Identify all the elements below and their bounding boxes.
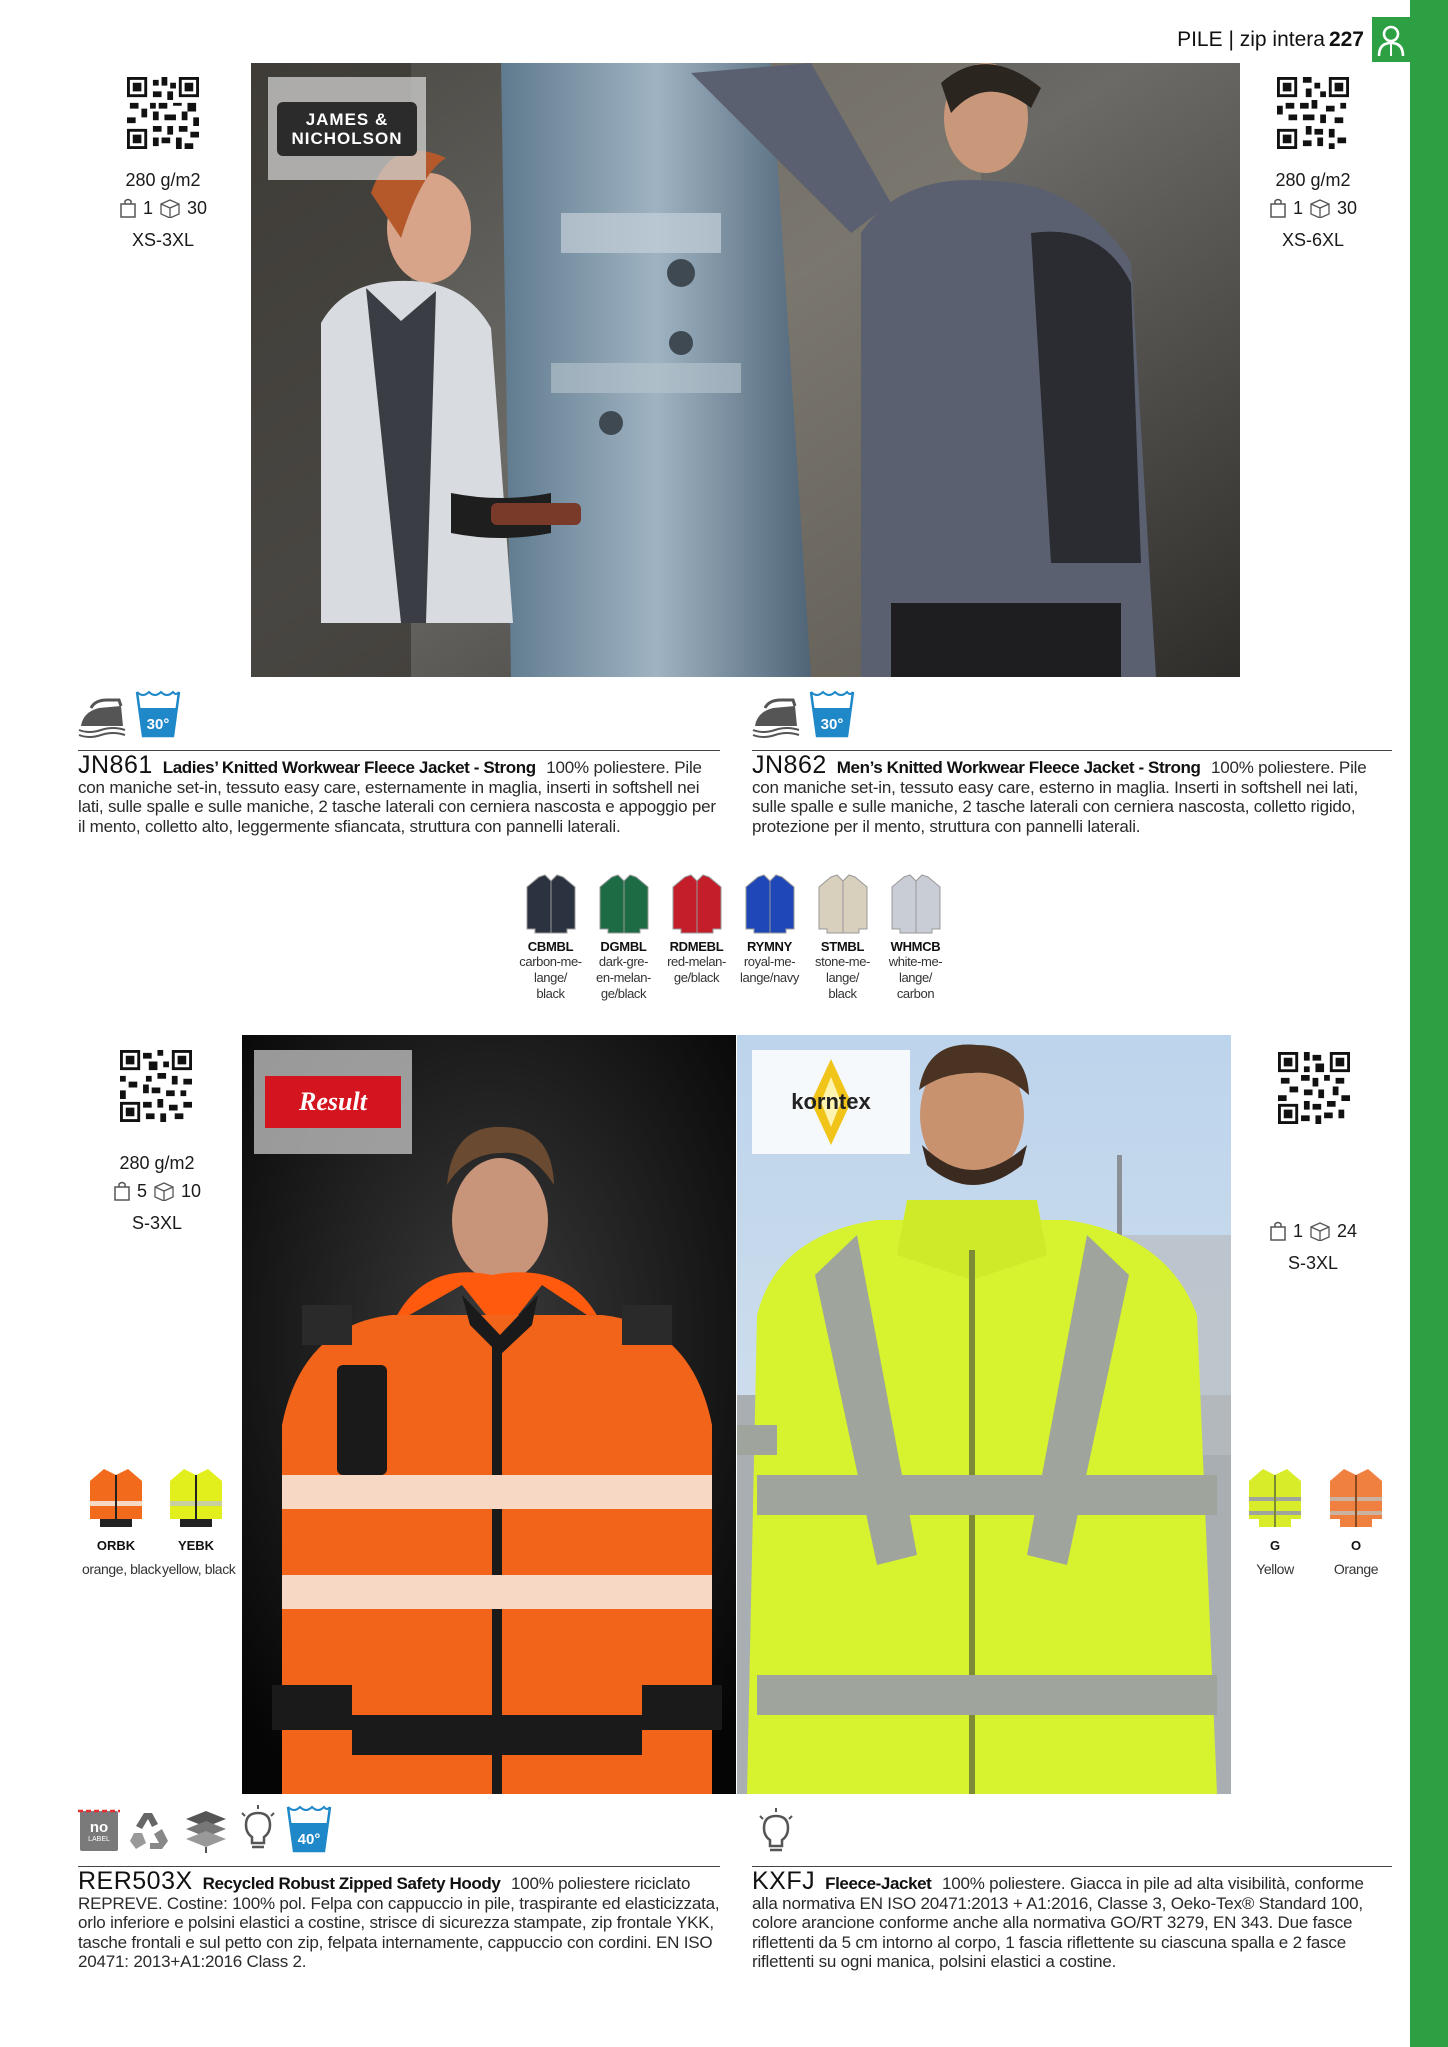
swatch-name-line1: royal-me-: [743, 954, 796, 969]
wash-temp: 30°: [146, 716, 170, 733]
carton-icon: [1309, 1221, 1331, 1241]
swatch-rdmebl[interactable]: [660, 873, 733, 1002]
rer503x-code: RER503X: [78, 1867, 193, 1895]
jn861-name: Ladies’ Knitted Workwear Fleece Jacket - Strong: [162, 758, 536, 777]
swatch-name-line3: black: [536, 986, 565, 1001]
jn861-description-block: [78, 751, 720, 836]
kxfj-divider: [752, 1866, 1392, 1867]
jn861-care-icons: [77, 690, 181, 738]
swatch-name-line2: lange/navy: [740, 970, 799, 985]
qr-code-jn862[interactable]: [1277, 77, 1349, 149]
jn861-description: 100% poliestere. Pile con maniche set-in, tessuto easy care, esternamente in maglia, inserti in softshell nei lati, sulle spalle e sulle maniche, 2 tasche laterali con cerniera nascosta e appoggio per il mento, colletto alto, leggermente sfiancata, struttura con pannelli laterali.: [78, 758, 716, 836]
rer503x-pack-carton: 10: [180, 1181, 202, 1201]
iron-icon: [77, 694, 127, 738]
jacket-swatch-icon: [525, 873, 577, 935]
swatch-name: Orange: [1333, 1561, 1379, 1577]
swatch-stmbl[interactable]: [806, 873, 879, 1002]
person-icon: [1376, 23, 1406, 57]
swatch-code: G: [1269, 1538, 1281, 1553]
rer503x-pack-single: 5: [136, 1181, 147, 1201]
swatch-code: ORBK: [96, 1538, 136, 1553]
kxfj-pack-single: 1: [1292, 1221, 1303, 1241]
no-label-subtext: LABEL: [88, 1836, 110, 1843]
jn862-weight: 280 g/m2: [1275, 170, 1351, 190]
swatch-name-line3: black: [828, 986, 857, 1001]
kxfj-description-block: [752, 1867, 1392, 1972]
qr-code-rer503x[interactable]: [120, 1050, 192, 1122]
swatch-orbk[interactable]: [82, 1467, 161, 1577]
rer503x-description-block: [78, 1867, 720, 1972]
jn862-specs: [1238, 166, 1388, 254]
jacket-swatch-icon: [1328, 1467, 1384, 1529]
jn861-pack-single: 1: [142, 198, 153, 218]
section-title: PILE | zip intera: [1177, 28, 1325, 51]
page-tab: [1372, 17, 1410, 62]
rer503x-weight: 280 g/m2: [119, 1153, 195, 1173]
bulb-icon: [756, 1808, 796, 1856]
bag-icon: [1269, 1221, 1287, 1241]
recycle-icon: [128, 1807, 174, 1853]
jn862-pack-carton: 30: [1336, 198, 1358, 218]
swatch-rymny[interactable]: [733, 873, 806, 1002]
swatch-code: RYMNY: [747, 939, 792, 954]
wash-30-icon: [135, 690, 181, 738]
wash-30-icon: [809, 690, 855, 738]
swatch-name-line1: red-melan-: [667, 954, 726, 969]
jacket-swatch-icon: [168, 1467, 224, 1529]
no-label-icon: [78, 1807, 120, 1853]
swatch-name: orange, black: [82, 1561, 161, 1577]
kxfj-care-icons: [756, 1808, 796, 1856]
swatch-name-line2: lange/: [533, 970, 568, 985]
jn862-code: JN862: [752, 751, 827, 779]
swatch-whmcb[interactable]: [879, 873, 952, 1002]
carton-icon: [159, 198, 181, 218]
jacket-swatch-icon: [744, 873, 796, 935]
brand-text: korntex: [791, 1089, 871, 1114]
korntex-logo: [752, 1050, 910, 1154]
rer503x-name: Recycled Robust Zipped Safety Hoody: [202, 1874, 501, 1893]
swatch-name-line1: white-me-: [888, 954, 943, 969]
jn861-divider: [78, 750, 720, 751]
kxfj-description: 100% poliestere. Giacca in pile ad alta visibilità, conforme alla normativa EN ISO 20471:2013 + A1:2016, Classe 3, Oeko-Tex® Standard 100, colore arancione conforme anche alla normativa GO/RT 3279, EN 343. Due fasce riflettenti da 5 cm intorno al corpo, 1 fascia riflettente su ciascuna spalla e 2 fasce riflettenti su ogni manica, polsini elastici a costine.: [752, 1874, 1364, 1971]
swatch-code: CBMBL: [527, 939, 574, 954]
carton-icon: [1309, 198, 1331, 218]
jacket-swatch-icon: [1247, 1467, 1303, 1529]
swatch-code: RDMEBL: [669, 939, 724, 954]
swatch-code: STMBL: [820, 939, 865, 954]
swatch-name: Yellow: [1256, 1561, 1294, 1577]
jn862-care-icons: [751, 690, 855, 738]
wash-temp: 30°: [820, 716, 844, 733]
jn861-packaging: [119, 194, 207, 222]
bag-icon: [119, 198, 137, 218]
swatch-g[interactable]: [1245, 1467, 1305, 1577]
kxfj-code: KXFJ: [752, 1867, 816, 1895]
jacket-swatch-icon: [817, 873, 869, 935]
swatch-name-line2: lange/: [825, 970, 860, 985]
swatch-code: DGMBL: [600, 939, 647, 954]
jn861-sizes: XS-3XL: [131, 230, 195, 250]
carton-icon: [153, 1181, 175, 1201]
swatch-name-line3: carbon: [896, 986, 935, 1001]
jn861-pack-carton: 30: [186, 198, 208, 218]
swatch-name: yellow, black: [162, 1561, 236, 1577]
kxfj-specs: [1238, 1217, 1388, 1277]
jn-color-swatches: [514, 873, 952, 1002]
swatch-name-line2: en-melan-: [596, 970, 651, 985]
swatch-code: YEBK: [177, 1538, 215, 1553]
swatch-dgmbl[interactable]: [587, 873, 660, 1002]
swatch-cbmbl[interactable]: [514, 873, 587, 1002]
page-number: 227: [1328, 28, 1364, 51]
qr-code-kxfj[interactable]: [1278, 1052, 1350, 1124]
jn862-description: 100% poliestere. Pile con maniche set-in, tessuto easy care, esterno in maglia. Inserti in softshell nei lati, sulle spalle e sulle maniche, 2 tasche laterali con cerniera nascosta, colletto rigido, protezione per il mento, struttura con pannelli laterali.: [752, 758, 1367, 836]
jn861-weight: 280 g/m2: [125, 170, 201, 190]
jn862-sizes: XS-6XL: [1281, 230, 1345, 250]
jn862-description-block: [752, 751, 1392, 836]
rer503x-description: 100% poliestere riciclato REPREVE. Costine: 100% pol. Felpa con cappuccio in pile, traspirante ed elasticizzata, orlo inferiore e polsini elastici a costine, strisce di sicurezza stampate, zip frontale YKK, tasche frontali e sul petto con zip, felpata internamente, cappuccio con cordini. EN ISO 20471: 2013+A1:2016 Class 2.: [78, 1874, 720, 1971]
kxfj-packaging: [1269, 1217, 1357, 1245]
wash-temp: 40°: [297, 1831, 321, 1848]
jn862-name: Men’s Knitted Workwear Fleece Jacket - Strong: [836, 758, 1201, 777]
swatch-name-line2: lange/: [898, 970, 933, 985]
layers-icon: [182, 1807, 230, 1853]
swatch-code: O: [1350, 1538, 1362, 1553]
jacket-swatch-icon: [88, 1467, 144, 1529]
qr-code-jn861[interactable]: [127, 77, 199, 149]
jn862-pack-single: 1: [1292, 198, 1303, 218]
rer503x-specs: [82, 1149, 232, 1237]
jacket-swatch-icon: [890, 873, 942, 935]
swatch-name-line1: stone-me-: [815, 954, 870, 969]
bulb-icon: [238, 1805, 278, 1853]
james-nicholson-logo: [268, 77, 426, 180]
kxfj-name: Fleece-Jacket: [825, 1874, 932, 1893]
kxfj-sizes: S-3XL: [1287, 1253, 1339, 1273]
swatch-name-line3: ge/black: [600, 986, 647, 1001]
swatch-name-line1: carbon-me-: [519, 954, 582, 969]
swatch-code: WHMCB: [890, 939, 941, 954]
jacket-swatch-icon: [598, 873, 650, 935]
jn861-specs: [88, 166, 238, 254]
iron-icon: [751, 694, 801, 738]
jacket-swatch-icon: [671, 873, 723, 935]
rer503x-packaging: [113, 1177, 201, 1205]
side-accent-bar: [1410, 0, 1448, 2047]
jn861-code: JN861: [78, 751, 153, 779]
jn862-divider: [752, 750, 1392, 751]
rer503x-sizes: S-3XL: [131, 1213, 183, 1233]
result-logo: [254, 1050, 412, 1154]
swatch-yebk[interactable]: [162, 1467, 236, 1577]
swatch-name-line2: ge/black: [673, 970, 720, 985]
kxfj-pack-carton: 24: [1336, 1221, 1358, 1241]
brand-text: Result: [265, 1076, 401, 1128]
no-label-text: no: [89, 1819, 109, 1836]
brand-text: JAMES & NICHOLSON: [277, 102, 417, 156]
swatch-name-line1: dark-gre-: [598, 954, 649, 969]
page-header: [1177, 28, 1364, 52]
wash-40-icon: [286, 1805, 332, 1853]
bag-icon: [113, 1181, 131, 1201]
bag-icon: [1269, 198, 1287, 218]
swatch-o[interactable]: [1326, 1467, 1386, 1577]
rer503x-care-icons: [78, 1805, 332, 1853]
jn862-packaging: [1269, 194, 1357, 222]
